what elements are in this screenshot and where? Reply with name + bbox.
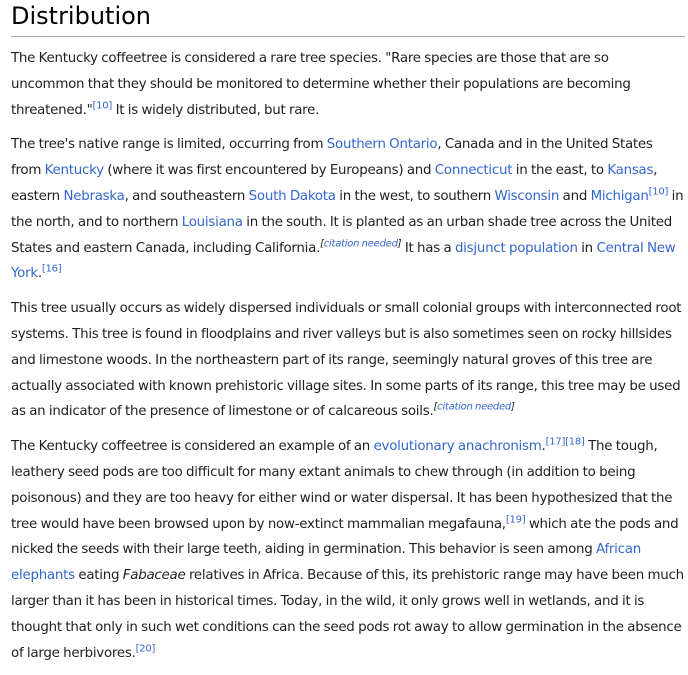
citation-needed bbox=[320, 238, 401, 249]
link-kansas[interactable]: Kansas bbox=[607, 163, 654, 179]
link-disjunct-population[interactable]: disjunct population bbox=[454, 240, 578, 256]
reference-10[interactable] bbox=[649, 187, 669, 198]
link-connecticut[interactable]: Connecticut bbox=[434, 163, 513, 179]
text: , Canada and in the United States from bbox=[11, 137, 653, 179]
link-central-new-york[interactable]: Central New York bbox=[11, 240, 676, 282]
text: , and southeastern bbox=[124, 188, 249, 204]
bracket: [ bbox=[433, 401, 438, 413]
taxon-name: Fabaceae bbox=[122, 568, 186, 584]
reference-link[interactable]: [18] bbox=[565, 436, 585, 448]
link-southern-ontario[interactable]: Southern Ontario bbox=[326, 137, 438, 153]
text: . bbox=[37, 266, 42, 282]
article-section bbox=[11, 0, 685, 675]
paragraph-anachronism bbox=[11, 434, 685, 666]
link-evolutionary-anachronism[interactable]: evolutionary anachronism bbox=[373, 439, 542, 455]
text: eating bbox=[74, 568, 123, 584]
reference-link[interactable]: [17] bbox=[545, 436, 566, 448]
reference-17[interactable] bbox=[546, 437, 566, 448]
text: and bbox=[559, 188, 591, 204]
text: in the east, to bbox=[512, 163, 608, 179]
text: It has a bbox=[401, 240, 455, 256]
reference-link[interactable]: [19] bbox=[505, 514, 526, 526]
link-south-dakota[interactable]: South Dakota bbox=[248, 188, 336, 204]
paragraph-rarity bbox=[11, 46, 685, 123]
section-heading: Distribution bbox=[11, 2, 685, 37]
reference-20[interactable] bbox=[136, 643, 156, 654]
citation-needed bbox=[433, 402, 514, 413]
reference-16[interactable] bbox=[42, 264, 62, 275]
text: (where it was first encountered by Europeans) and bbox=[103, 163, 435, 179]
link-michigan[interactable]: Michigan bbox=[590, 188, 649, 204]
text: in the west, to southern bbox=[335, 188, 495, 204]
text: in the south. It is planted as an urban shade tree across the United States and eastern Canada, including California. bbox=[11, 214, 673, 256]
text: It is widely distributed, but rare. bbox=[112, 102, 320, 118]
text: The Kentucky coffeetree is considered an example of an bbox=[11, 439, 374, 455]
reference-19[interactable] bbox=[506, 514, 526, 525]
text: The tough, leathery seed pods are too difficult for many extant animals to chew through (in addition to being poisonous) and they are too heavy for either wind or water dispersal. It has been hypothesized that the tree would have been browsed upon by now-extinct mammalian megafauna, bbox=[11, 439, 673, 532]
bracket: [ bbox=[320, 238, 324, 250]
link-louisiana[interactable]: Louisiana bbox=[181, 214, 243, 230]
citation-needed-link[interactable]: citation needed bbox=[437, 401, 512, 413]
bracket: ] bbox=[397, 238, 402, 250]
text: which ate the pods and nicked the seeds with their large teeth, aiding in germination. This behavior is seen among bbox=[11, 516, 679, 558]
reference-link[interactable]: [16] bbox=[41, 263, 62, 275]
link-nebraska[interactable]: Nebraska bbox=[63, 188, 125, 204]
text: in the north, and to northern bbox=[11, 188, 684, 230]
paragraph-native-range bbox=[11, 132, 685, 287]
text: . bbox=[541, 439, 546, 455]
reference-link[interactable]: [20] bbox=[135, 643, 156, 655]
reference-18[interactable] bbox=[565, 437, 585, 448]
link-kentucky[interactable]: Kentucky bbox=[44, 163, 104, 179]
text: The Kentucky coffeetree is considered a rare tree species. "Rare species are those that are so uncommon that they should be monitored to determine whether their populations are becoming threatened." bbox=[11, 51, 631, 118]
text: , eastern bbox=[11, 163, 658, 204]
reference-link[interactable]: [10] bbox=[92, 100, 113, 112]
text: relatives in Africa. Because of this, its prehistoric range may have been much larger than it has been in historical times. Today, in the wild, it only grows well in wetlands, and it is thought that only in such wet conditions can the seed pods rot away to allow germination in the absence of large herbivores. bbox=[11, 568, 684, 661]
reference-link[interactable]: [10] bbox=[648, 186, 669, 198]
text: The tree's native range is limited, occurring from bbox=[11, 137, 327, 153]
bracket: ] bbox=[511, 401, 515, 413]
paragraph-habitat bbox=[11, 296, 685, 425]
text: This tree usually occurs as widely dispersed individuals or small colonial groups with interconnected root systems. This tree is found in floodplains and river valleys but is also sometimes seen on rocky hillsides and limestone woods. In the northeastern part of its range, seemingly natural groves of this tree are actually associated with known prehistoric village sites. In some parts of its range, this tree may be used as an indicator of the presence of limestone or of calcareous soils. bbox=[11, 301, 682, 420]
link-african-elephants[interactable]: African elephants bbox=[11, 542, 641, 584]
citation-needed-link[interactable]: citation needed bbox=[323, 238, 398, 250]
text: in bbox=[577, 240, 597, 256]
link-wisconsin[interactable]: Wisconsin bbox=[494, 188, 560, 204]
reference-10[interactable] bbox=[93, 100, 113, 111]
